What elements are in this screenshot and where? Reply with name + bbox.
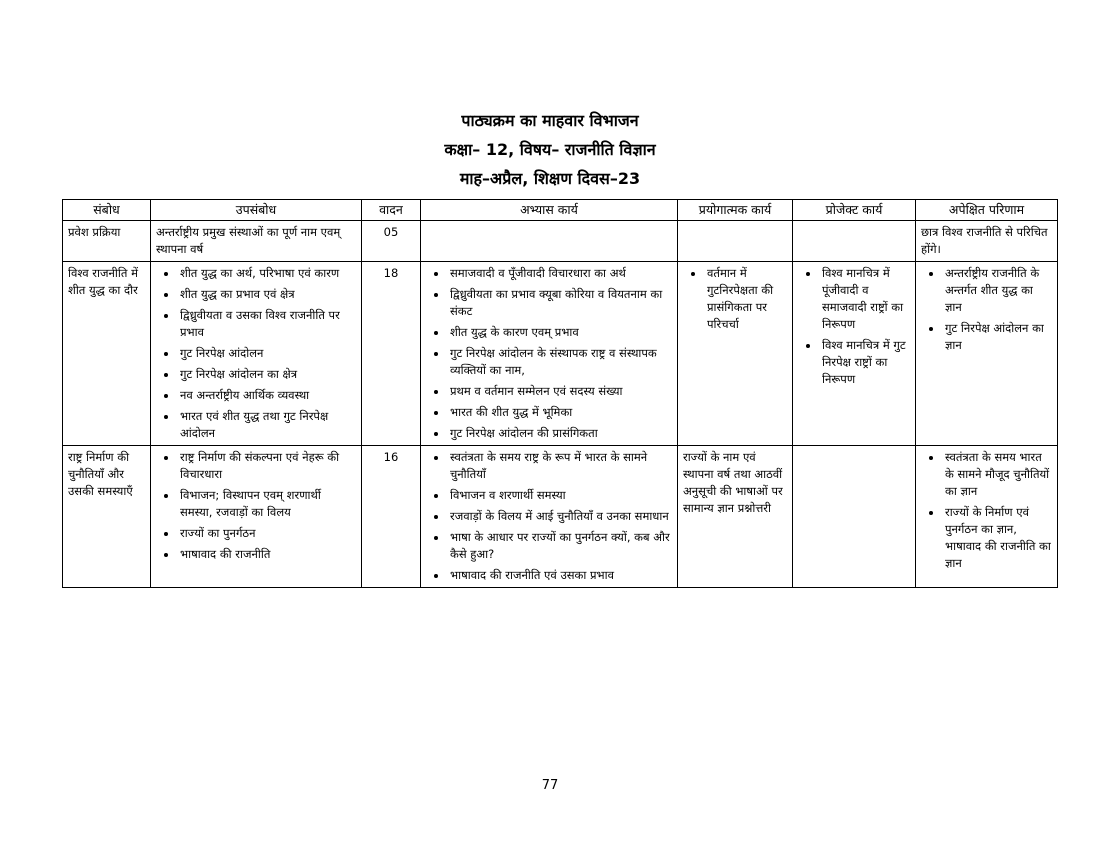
- cell-outcome: छात्र विश्व राजनीति से परिचित होंगे।: [916, 221, 1058, 262]
- cell-periods: 16: [362, 446, 421, 588]
- list-item: • गुट निरपेक्ष आंदोलन का ज्ञान: [943, 320, 1052, 354]
- subtopic-list: [156, 265, 356, 442]
- table-row: [63, 221, 1058, 262]
- page-number: 77: [541, 778, 559, 793]
- title-month-days: माह–अप्रैल, शिक्षण दिवस–23: [459, 169, 641, 188]
- list-item: • गुट निरपेक्ष आंदोलन: [178, 345, 356, 362]
- list-item: • शीत युद्ध का प्रभाव एवं क्षेत्र: [178, 286, 356, 303]
- list-item: • वर्तमान में गुटनिरपेक्षता की प्रासंगिकता पर परिचर्चा: [705, 265, 787, 333]
- subtopic-list: [156, 449, 356, 563]
- list-item: • अन्तर्राष्ट्रीय राजनीति के अन्तर्गत शीत युद्ध का ज्ञान: [943, 265, 1052, 316]
- header-outcome: अपेक्षित परिणाम: [916, 200, 1058, 221]
- cell-topic: विश्व राजनीति में शीत युद्ध का दौर: [63, 262, 151, 446]
- exercise-list: [426, 265, 672, 442]
- header-exercise: अभ्यास कार्य: [421, 200, 678, 221]
- list-item: • प्रथम व वर्तमान सम्मेलन एवं सदस्य संख्या: [448, 383, 672, 400]
- header-periods: वादन: [362, 200, 421, 221]
- header-row: [63, 200, 1058, 221]
- list-item: • विभाजन; विस्थापन एवम् शरणार्थी समस्या, रजवाड़ों का विलय: [178, 487, 356, 521]
- list-item: • रजवाड़ों के विलय में आई चुनौतियाँ व उनका समाधान: [448, 508, 672, 525]
- cell-topic: प्रवेश प्रक्रिया: [63, 221, 151, 262]
- cell-project: [793, 221, 916, 262]
- cell-practical: राज्यों के नाम एवं स्थापना वर्ष तथा आठवीं अनुसूची की भाषाओं पर सामान्य ज्ञान प्रश्नोत्तरी: [678, 446, 793, 588]
- list-item: • गुट निरपेक्ष आंदोलन की प्रासंगिकता: [448, 425, 672, 442]
- list-item: • नव अन्तर्राष्ट्रीय आर्थिक व्यवस्था: [178, 387, 356, 404]
- list-item: • शीत युद्ध का अर्थ, परिभाषा एवं कारण: [178, 265, 356, 282]
- outcome-list: [921, 449, 1052, 572]
- list-item: • गुट निरपेक्ष आंदोलन के संस्थापक राष्ट्र व संस्थापक व्यक्तियों का नाम,: [448, 345, 672, 379]
- list-item: • शीत युद्ध के कारण एवम् प्रभाव: [448, 324, 672, 341]
- list-item: • राष्ट्र निर्माण की संकल्पना एवं नेहरू की विचारधारा: [178, 449, 356, 483]
- list-item: • राज्यों के निर्माण एवं पुनर्गठन का ज्ञान, भाषावाद की राजनीति का ज्ञान: [943, 504, 1052, 572]
- list-item: • विश्व मानचित्र में पूंजीवादी व समाजवादी राष्ट्रों का निरूपण: [820, 265, 910, 333]
- title-class-subject: कक्षा– 12, विषय– राजनीति विज्ञान: [444, 140, 656, 159]
- cell-exercise: [421, 221, 678, 262]
- cell-exercise: [421, 262, 678, 446]
- list-item: • विभाजन व शरणार्थी समस्या: [448, 487, 672, 504]
- table-row: [63, 262, 1058, 446]
- list-item: • द्विध्रुवीयता व उसका विश्व राजनीति पर प्रभाव: [178, 307, 356, 341]
- cell-practical: [678, 221, 793, 262]
- header-concept: संबोध: [63, 200, 151, 221]
- cell-subtopic: अन्तर्राष्ट्रीय प्रमुख संस्थाओं का पूर्ण नाम एवम् स्थापना वर्ष: [151, 221, 362, 262]
- title-syllabus: पाठ्यक्रम का माहवार विभाजन: [461, 111, 639, 130]
- syllabus-table: [62, 199, 1058, 588]
- cell-project: [793, 446, 916, 588]
- cell-project: [793, 262, 916, 446]
- practical-list: [683, 265, 787, 333]
- cell-topic: राष्ट्र निर्माण की चुनौतियाँ और उसकी समस्याएँ: [63, 446, 151, 588]
- list-item: • भाषा के आधार पर राज्यों का पुनर्गठन क्यों, कब और कैसे हुआ?: [448, 529, 672, 563]
- cell-periods: 18: [362, 262, 421, 446]
- list-item: • राज्यों का पुनर्गठन: [178, 525, 356, 542]
- list-item: • भाषावाद की राजनीति: [178, 546, 356, 563]
- cell-subtopic: [151, 446, 362, 588]
- list-item: • भारत एवं शीत युद्ध तथा गुट निरपेक्ष आंदोलन: [178, 408, 356, 442]
- header-practical: प्रयोगात्मक कार्य: [678, 200, 793, 221]
- project-list: [798, 265, 910, 388]
- list-item: • भाषावाद की राजनीति एवं उसका प्रभाव: [448, 567, 672, 584]
- cell-exercise: [421, 446, 678, 588]
- header-project: प्रोजेक्ट कार्य: [793, 200, 916, 221]
- list-item: • स्वतंत्रता के समय राष्ट्र के रूप में भारत के सामने चुनौतियाँ: [448, 449, 672, 483]
- list-item: • भारत की शीत युद्ध में भूमिका: [448, 404, 672, 421]
- cell-subtopic: [151, 262, 362, 446]
- outcome-list: [921, 265, 1052, 354]
- header-subconcept: उपसंबोध: [151, 200, 362, 221]
- cell-practical: [678, 262, 793, 446]
- cell-outcome: [916, 262, 1058, 446]
- list-item: • समाजवादी व पूँजीवादी विचारधारा का अर्थ: [448, 265, 672, 282]
- list-item: • गुट निरपेक्ष आंदोलन का क्षेत्र: [178, 366, 356, 383]
- page-titles: [0, 108, 1100, 195]
- list-item: • द्विध्रुवीयता का प्रभाव क्यूबा कोरिया व वियतनाम का संकट: [448, 286, 672, 320]
- list-item: • स्वतंत्रता के समय भारत के सामने मौजूद चुनौतियों का ज्ञान: [943, 449, 1052, 500]
- cell-outcome: [916, 446, 1058, 588]
- cell-periods: 05: [362, 221, 421, 262]
- list-item: • विश्व मानचित्र में गुट निरपेक्ष राष्ट्रों का निरूपण: [820, 337, 910, 388]
- table-row: [63, 446, 1058, 588]
- exercise-list: [426, 449, 672, 584]
